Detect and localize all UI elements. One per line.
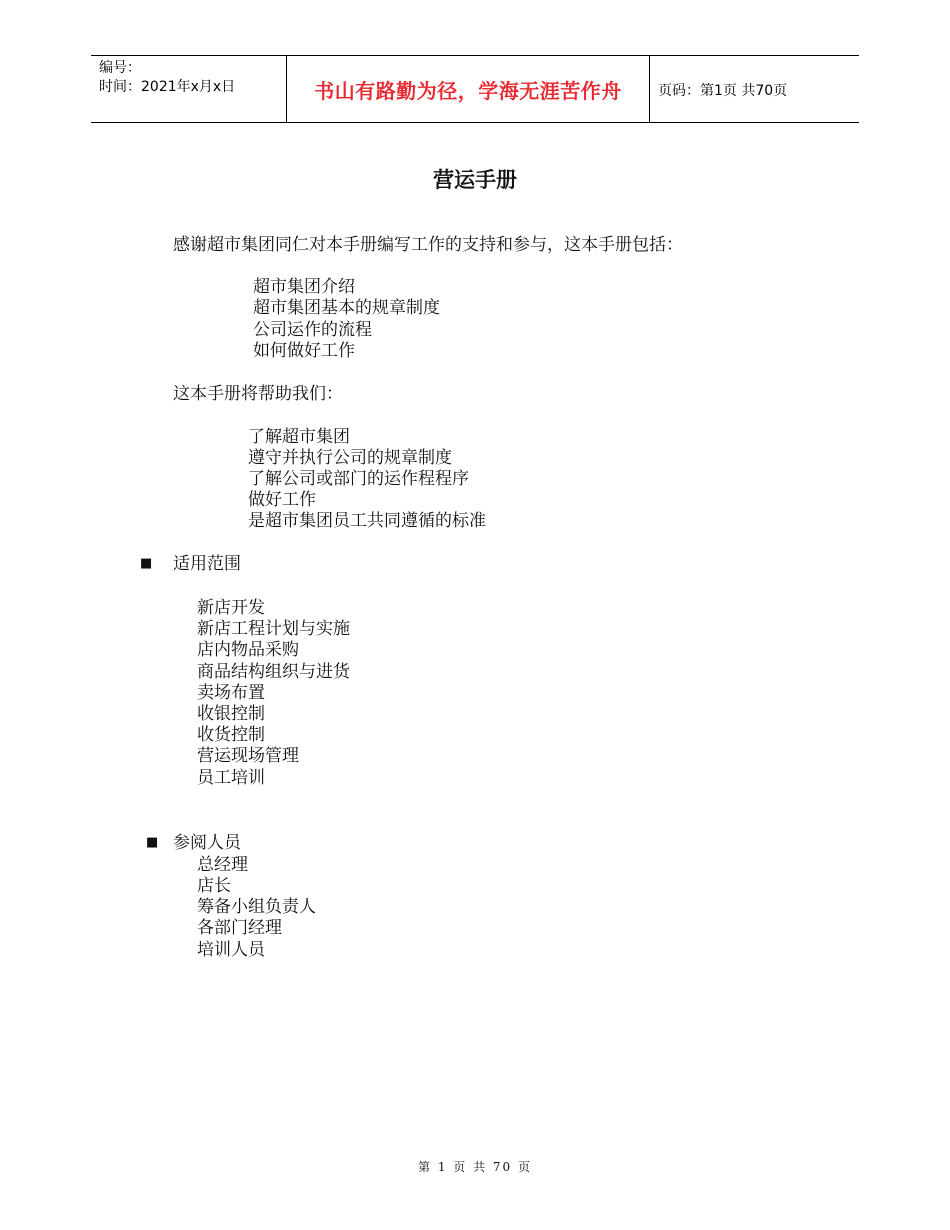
scope-item: 营运现场管理 xyxy=(197,746,299,766)
header-page-info: 页码：第1页 共70页 xyxy=(658,83,788,99)
document-title: 营运手册 xyxy=(433,168,517,192)
scope-item: 收货控制 xyxy=(197,725,265,745)
readers-item: 总经理 xyxy=(197,855,248,875)
help-item: 做好工作 xyxy=(248,490,316,510)
bullet-square-icon: ■ xyxy=(146,835,159,850)
help-item: 了解公司或部门的运作程程序 xyxy=(248,469,469,489)
header-divider xyxy=(649,56,650,122)
help-item: 了解超市集团 xyxy=(248,427,350,447)
help-intro: 这本手册将帮助我们： xyxy=(173,384,343,404)
readers-item: 各部门经理 xyxy=(197,918,282,938)
bullet-square-icon: ■ xyxy=(140,556,153,571)
contents-item: 如何做好工作 xyxy=(253,341,355,361)
readers-heading: 参阅人员 xyxy=(173,833,241,853)
scope-item: 新店工程计划与实施 xyxy=(197,619,350,639)
readers-item: 培训人员 xyxy=(197,940,265,960)
header-motto: 书山有路勤为径，学海无涯苦作舟 xyxy=(314,78,622,103)
header-meta xyxy=(99,59,235,97)
readers-item: 筹备小组负责人 xyxy=(197,897,316,917)
help-item: 遵守并执行公司的规章制度 xyxy=(248,448,452,468)
scope-item: 卖场布置 xyxy=(197,683,265,703)
contents-item: 超市集团介绍 xyxy=(253,277,355,297)
scope-item: 新店开发 xyxy=(197,598,265,618)
scope-item: 员工培训 xyxy=(197,768,265,788)
help-item: 是超市集团员工共同遵循的标准 xyxy=(248,511,486,531)
contents-item: 公司运作的流程 xyxy=(253,320,372,340)
page-footer: 第 1 页 共 70 页 xyxy=(418,1160,532,1174)
scope-item: 收银控制 xyxy=(197,704,265,724)
time-label: 时间：2021年x月x日 xyxy=(99,79,236,95)
page-header xyxy=(91,55,859,123)
number-label: 编号： xyxy=(99,60,141,76)
readers-item: 店长 xyxy=(197,876,231,896)
contents-item: 超市集团基本的规章制度 xyxy=(253,298,440,318)
scope-item: 店内物品采购 xyxy=(197,640,299,660)
intro-text: 感谢超市集团同仁对本手册编写工作的支持和参与，这本手册包括： xyxy=(173,235,683,255)
scope-item: 商品结构组织与进货 xyxy=(197,662,350,682)
scope-heading: 适用范围 xyxy=(173,554,241,574)
